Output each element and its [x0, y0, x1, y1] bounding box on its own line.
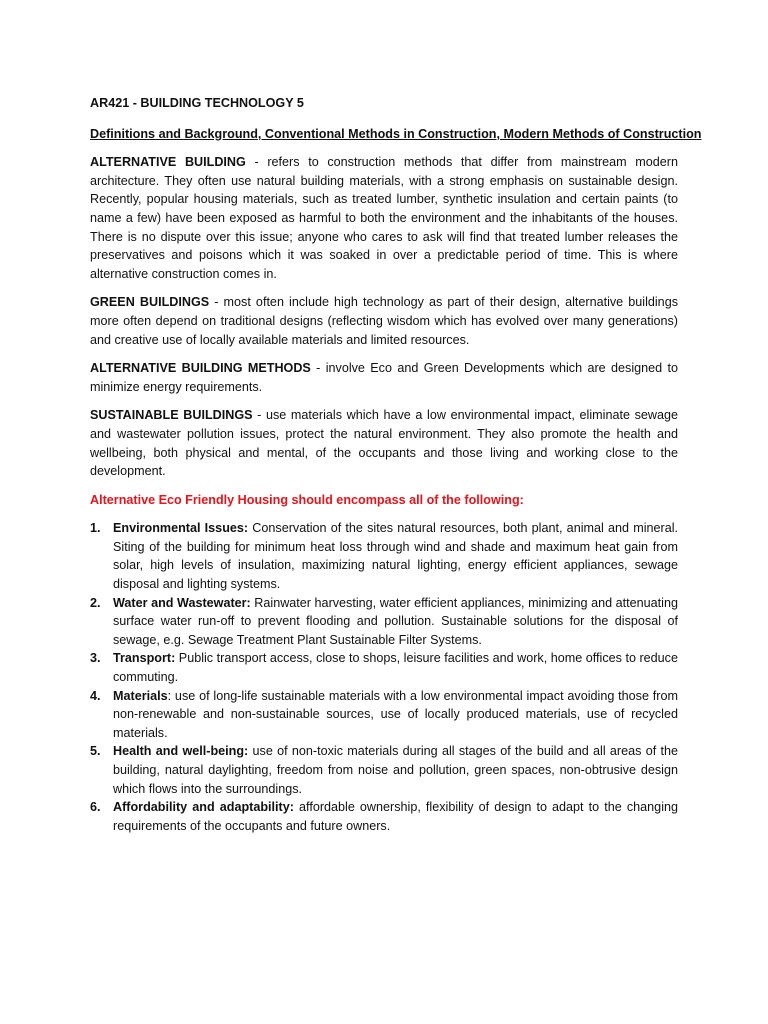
- list-item: [90, 594, 678, 650]
- definition-term: ALTERNATIVE BUILDING METHODS: [90, 361, 311, 376]
- list-item-term: Environmental Issues:: [113, 521, 249, 536]
- list-item-number: 2.: [90, 595, 101, 610]
- document-subtitle: Definitions and Background, Conventional Methods in Construction, Modern Methods of Construction: [90, 126, 702, 141]
- list-item-text: Public transport access, close to shops, leisure facilities and work, home offices to reduce commuting.: [113, 651, 678, 685]
- definition-text: - involve Eco and Green Developments which are designed to minimize energy requirements.: [90, 361, 678, 394]
- list-item-number: 4.: [90, 688, 101, 703]
- course-title: AR421 - BUILDING TECHNOLOGY 5: [90, 96, 304, 110]
- list-item-term: Materials: [113, 688, 168, 703]
- list-item: [90, 519, 678, 593]
- list-item-text: use of non-toxic materials during all stages of the build and all areas of the building, natural daylighting, freedom from noise and pollution, green spaces, non-obtrusive design which flows into the surroundings.: [113, 744, 679, 796]
- list-item-text: Conservation of the sites natural resources, both plant, animal and mineral. Siting of the building for minimum heat loss through wind and shade and maximum heat gain from solar, high levels of insulation, maximizing natural lighting, energy efficient appliances, sewage disposal and lighting systems.: [113, 521, 679, 592]
- definition-text: - refers to construction methods that differ from mainstream modern architecture. They often use natural building materials, with a strong emphasis on sustainable design. Recently, popular housing materials, such as treated lumber, synthetic insulation and certain paints (to name a few) have been exposed as harmful to both the environment and the inhabitants of the houses. There is no dispute over this issue; anyone who cares to ask will find that treated lumber releases the preservatives and poisons which it was soaked in over a predictable period of time. This is where alternative construction comes in.: [90, 155, 679, 281]
- list-item-term: Health and well-being:: [113, 744, 249, 759]
- definition-paragraph: [90, 293, 678, 349]
- definition-term: ALTERNATIVE BUILDING: [90, 155, 246, 170]
- list-item-text: : use of long-life sustainable materials with a low environmental impact avoiding those from non-renewable and non-sustainable sources, use of locally produced materials, use of recycled materials.: [113, 688, 678, 740]
- list-item-term: Affordability and adaptability:: [113, 800, 294, 815]
- list-item-term: Transport:: [113, 651, 176, 666]
- definition-term: GREEN BUILDINGS: [90, 295, 210, 310]
- definition-text: - most often include high technology as part of their design, alternative buildings more often depend on traditional designs (reflecting wisdom which has evolved over many generations) and creative use of locally available materials and limited resources.: [90, 295, 678, 347]
- list-item-term: Water and Wastewater:: [113, 595, 251, 610]
- definition-paragraph: [90, 359, 678, 396]
- list-heading: Alternative Eco Friendly Housing should encompass all of the following:: [90, 492, 524, 507]
- definition-term: SUSTAINABLE BUILDINGS: [90, 408, 253, 423]
- definition-text: - use materials which have a low environmental impact, eliminate sewage and wastewater pollution issues, protect the natural environment. They also promote the health and wellbeing, both physical and mental, of the occupants and those living and working close to the development.: [90, 408, 678, 479]
- list-item-text: affordable ownership, flexibility of design to adapt to the changing requirements of the occupants and future owners.: [113, 800, 678, 833]
- definition-paragraph: [90, 406, 678, 480]
- requirements-list: [90, 519, 678, 835]
- list-item: [90, 798, 678, 835]
- list-item: [90, 742, 678, 798]
- definition-paragraph: [90, 153, 678, 283]
- list-item-text: Rainwater harvesting, water efficient appliances, minimizing and attenuating surface water run-off to prevent flooding and pollution. Sustainable solutions for the disposal of sewage, e.g. Sewage Treatment Plant Sustainable Filter Systems.: [113, 595, 678, 647]
- list-item: [90, 649, 678, 686]
- list-item-number: 6.: [90, 800, 101, 815]
- document-page: [90, 94, 702, 835]
- list-item-number: 5.: [90, 744, 101, 759]
- list-item-number: 1.: [90, 521, 101, 536]
- list-item-number: 3.: [90, 651, 101, 666]
- list-item: [90, 687, 678, 743]
